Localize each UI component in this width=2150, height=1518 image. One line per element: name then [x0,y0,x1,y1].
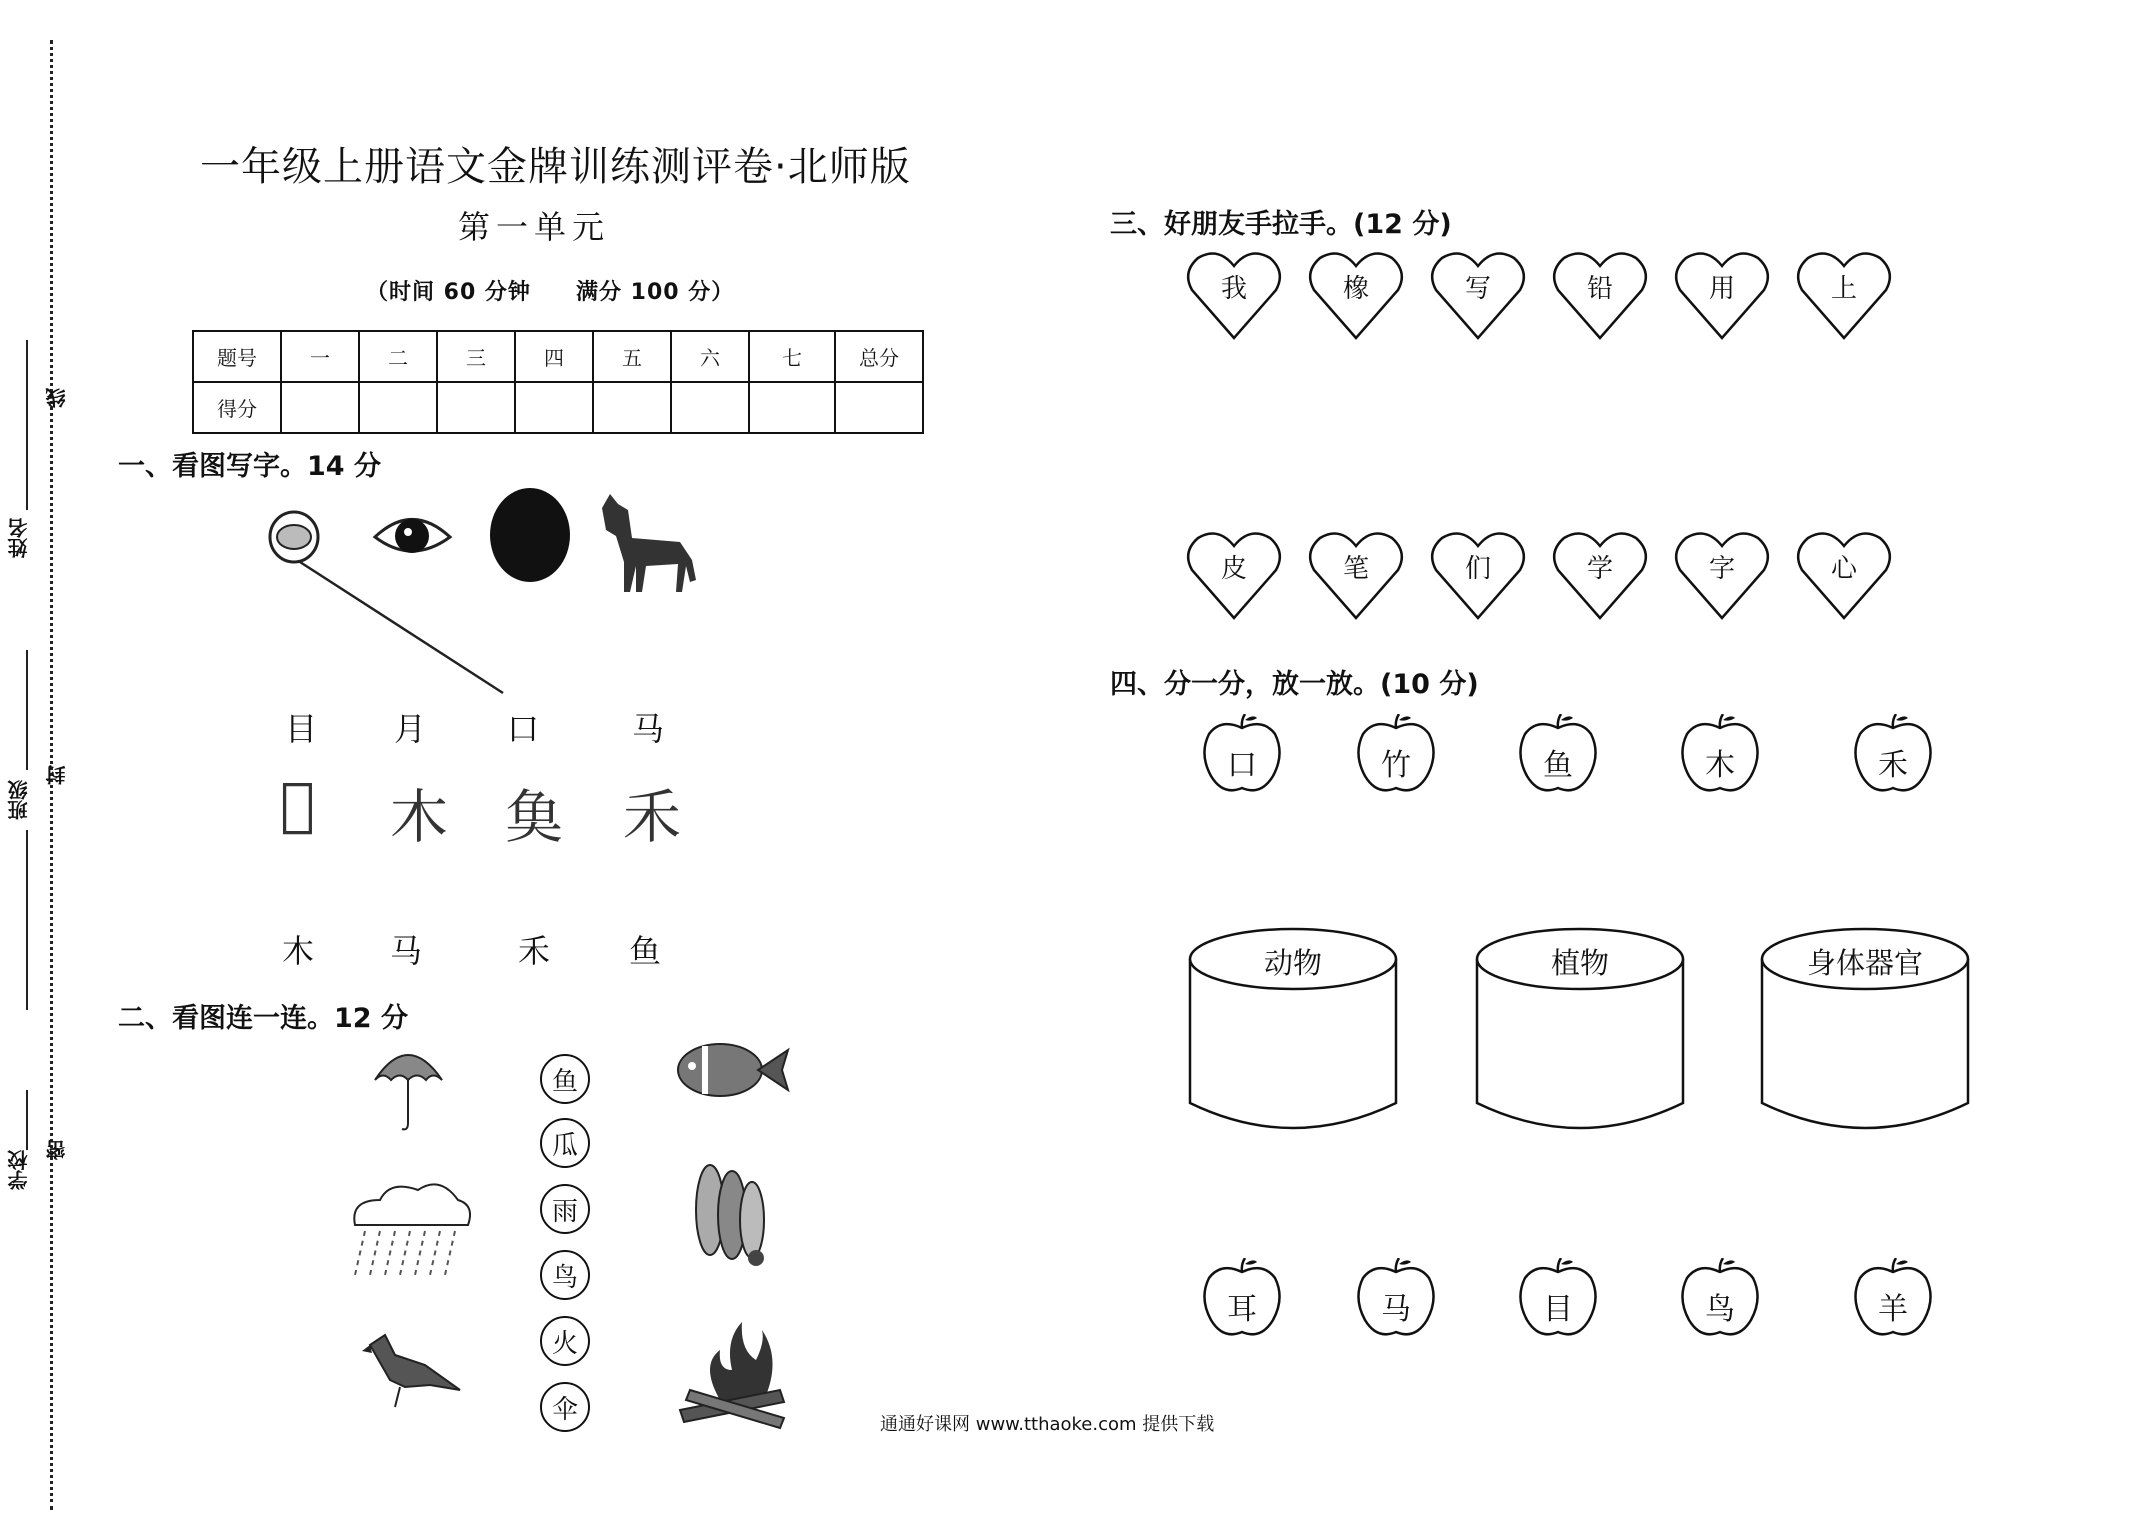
full-score-note: 满分 100 分） [576,280,735,305]
score-cell[interactable] [835,382,923,433]
s2-circle-char[interactable]: 鸟 [540,1250,590,1300]
s2-circle-char[interactable]: 雨 [540,1184,590,1234]
s1-bottom-char: 木 [282,932,315,970]
score-cell[interactable] [515,382,593,433]
class-underline-2 [26,830,28,1010]
school-underline [26,1090,28,1150]
heart-card[interactable] [1796,530,1892,622]
apple-card[interactable] [1201,714,1283,796]
score-col: 五 [593,331,671,382]
rain-cloud-icon [354,1184,470,1275]
heart-char: 笔 [1342,554,1369,584]
section2-right-pictures [670,1030,800,1450]
apple-card[interactable] [1201,1258,1283,1340]
score-cell[interactable] [749,382,835,433]
bird-icon [362,1335,460,1407]
s1-top-char: 目 [285,710,318,748]
apple-card[interactable] [1517,1258,1599,1340]
heart-card[interactable] [1430,250,1526,342]
barrel-label: 身体器官 [1806,946,1923,980]
section1-pictures [250,480,710,710]
barrel-basket[interactable] [1475,927,1685,1135]
barrel-label: 植物 [1550,946,1609,980]
score-col: 四 [515,331,593,382]
section2-left-pictures [340,1035,480,1435]
score-row-label: 得分 [193,382,281,433]
heart-char: 皮 [1220,554,1247,584]
s1-ancient-char: 𫝀 [280,770,315,838]
eye-icon [375,519,450,553]
score-table [192,330,924,434]
apple-char: 禾 [1878,748,1908,783]
fish-icon [678,1044,788,1096]
barrel-basket[interactable] [1760,927,1970,1135]
score-cell[interactable] [359,382,437,433]
heart-card[interactable] [1430,530,1526,622]
s1-ancient-char: 禾 [623,783,682,851]
score-head-label: 题号 [193,331,281,382]
example-connector-line [300,562,503,693]
apple-char: 木 [1705,748,1735,783]
heart-char: 们 [1464,554,1491,584]
name-underline [26,340,28,510]
s1-top-char: 马 [632,710,665,748]
heart-char: 写 [1464,274,1491,304]
score-cell[interactable] [281,382,359,433]
heart-char: 橡 [1342,274,1369,304]
apple-card[interactable] [1355,714,1437,796]
apple-char: 马 [1381,1292,1411,1327]
score-cell[interactable] [593,382,671,433]
name-label: 姓名 [7,518,31,558]
s1-ancient-char: 木 [390,783,449,851]
apple-char: 耳 [1227,1292,1257,1327]
fire-icon [680,1322,784,1428]
apple-card[interactable] [1679,1258,1761,1340]
apple-card[interactable] [1355,1258,1437,1340]
page-title: 一年级上册语文金牌训练测评卷·北师版 [200,144,911,190]
school-label: 学校 [7,1150,31,1190]
heart-card[interactable] [1796,250,1892,342]
heart-card[interactable] [1308,250,1404,342]
apple-char: 羊 [1878,1292,1908,1327]
section1-title: 一、看图写字。14 分 [118,451,381,482]
s1-ancient-char: 𩵋 [505,783,564,851]
apple-card[interactable] [1679,714,1761,796]
heart-card[interactable] [1674,530,1770,622]
barrel-label: 动物 [1263,946,1322,980]
class-label: 班级 [7,780,31,820]
section3-title: 三、好朋友手拉手。(12 分) [1110,209,1452,240]
score-col: 总分 [835,331,923,382]
heart-char: 学 [1586,554,1613,584]
s2-circle-char[interactable]: 鱼 [540,1054,590,1104]
umbrella-icon [375,1055,442,1129]
heart-char: 上 [1830,274,1857,304]
seal-mi: 密 [45,1140,69,1160]
apple-card[interactable] [1852,714,1934,796]
score-cell[interactable] [671,382,749,433]
score-col: 六 [671,331,749,382]
melon-icon [696,1165,764,1266]
barrel-basket[interactable] [1188,927,1398,1135]
section4-title: 四、分一分，放一放。(10 分) [1110,669,1479,700]
heart-char: 铅 [1586,274,1613,304]
footer-credit: 通通好课网 www.tthaoke.com 提供下载 [880,1414,1215,1435]
s2-circle-char[interactable]: 火 [540,1316,590,1366]
heart-card[interactable] [1674,250,1770,342]
s1-bottom-char: 马 [390,932,423,970]
mouth-icon [270,512,318,562]
s2-circle-char[interactable]: 伞 [540,1382,590,1432]
heart-card[interactable] [1308,530,1404,622]
unit-title: 第一单元 [458,208,611,246]
heart-char: 心 [1830,554,1857,584]
apple-char: 鸟 [1705,1292,1735,1327]
moon-icon [490,488,570,582]
heart-card[interactable] [1186,530,1282,622]
score-col: 三 [437,331,515,382]
apple-char: 口 [1227,748,1257,783]
seal-feng: 封 [45,765,69,785]
heart-card[interactable] [1552,250,1648,342]
apple-char: 竹 [1381,748,1411,783]
s2-circle-char[interactable]: 瓜 [540,1118,590,1168]
apple-char: 目 [1543,1292,1573,1327]
apple-card[interactable] [1852,1258,1934,1340]
heart-char: 我 [1220,274,1247,304]
s1-bottom-char: 禾 [518,932,551,970]
section2-title: 二、看图连一连。12 分 [118,1003,408,1034]
class-underline [26,650,28,770]
heart-char: 用 [1708,274,1735,304]
score-col: 七 [749,331,835,382]
score-cell[interactable] [437,382,515,433]
apple-card[interactable] [1517,714,1599,796]
seal-xian: 线 [45,388,69,408]
heart-card[interactable] [1186,250,1282,342]
s1-top-char: 月 [394,710,427,748]
time-note: （时间 60 分钟 [366,280,531,305]
score-col: 一 [281,331,359,382]
heart-card[interactable] [1552,530,1648,622]
heart-char: 字 [1708,554,1735,584]
score-col: 二 [359,331,437,382]
s1-bottom-char: 鱼 [629,932,662,970]
horse-icon [602,494,696,592]
apple-char: 鱼 [1543,748,1573,783]
s1-top-char: 口 [507,710,540,748]
